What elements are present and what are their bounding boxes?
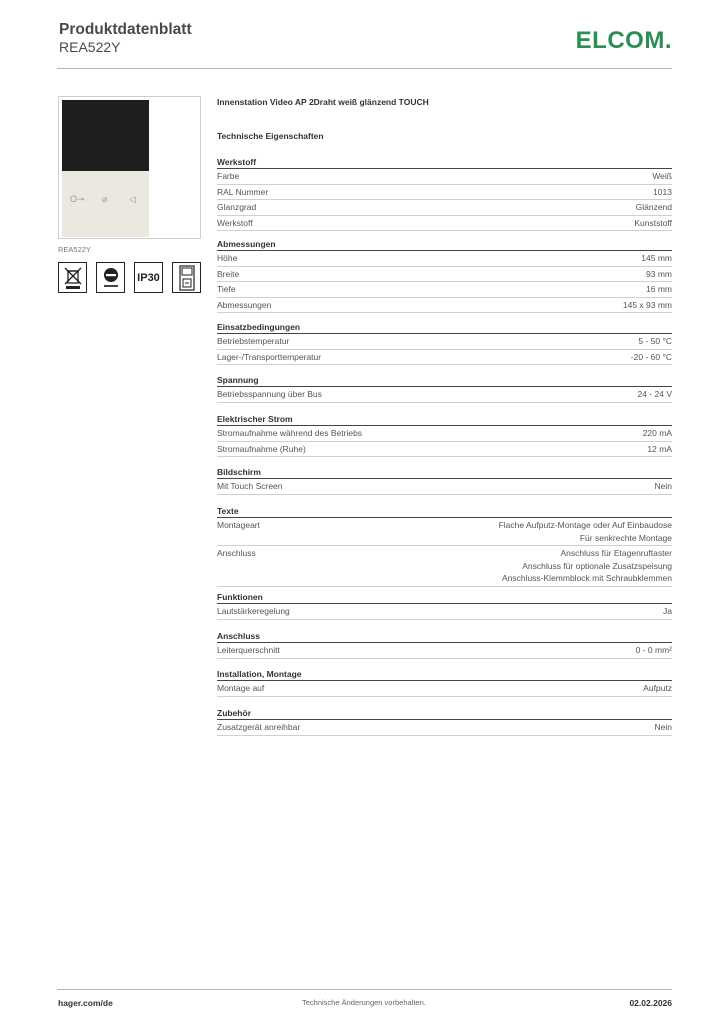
spec-value-line: Anschluss-Klemmblock mit Schraubklemmen xyxy=(501,573,672,583)
spec-row xyxy=(217,426,672,442)
spec-value: Nein xyxy=(654,481,672,491)
spec-row xyxy=(217,251,672,267)
spec-value xyxy=(502,547,672,585)
spec-label: Stromaufnahme (Ruhe) xyxy=(217,443,306,454)
spec-row xyxy=(217,350,672,366)
spec-row xyxy=(217,546,672,587)
spec-label: Leiterquerschnitt xyxy=(217,645,280,655)
product-code: REA522Y xyxy=(59,39,121,55)
spec-value: 145 x 93 mm xyxy=(622,299,672,310)
footer-website-link[interactable]: hager.com/de xyxy=(58,998,113,1008)
product-name: Innenstation Video AP 2Draht weiß glänzend TOUCH xyxy=(217,97,429,107)
intercom-device xyxy=(62,100,149,237)
section-einsatzbedingungen xyxy=(217,320,672,365)
section-title: Funktionen xyxy=(217,590,672,604)
spec-row xyxy=(217,282,672,298)
section-title: Texte xyxy=(217,504,672,518)
spec-label: Glanzgrad xyxy=(217,202,257,212)
section-title: Werkstoff xyxy=(217,155,672,169)
spec-label: Stromaufnahme während des Betriebs xyxy=(217,428,363,438)
section-abmessungen xyxy=(217,237,672,313)
spec-row xyxy=(217,387,672,403)
spec-label: Breite xyxy=(217,268,240,279)
spec-value: 1013 xyxy=(653,186,672,197)
spec-label: RAL Nummer xyxy=(217,186,269,197)
spec-label: Abmessungen xyxy=(217,299,272,310)
spec-value: -20 - 60 °C xyxy=(630,351,672,362)
section-texte xyxy=(217,504,672,587)
section-werkstoff xyxy=(217,155,672,231)
spec-value: Aufputz xyxy=(643,683,672,693)
section-title: Elektrischer Strom xyxy=(217,412,672,426)
section-title: Abmessungen xyxy=(217,237,672,251)
key-icon: O⊸ xyxy=(70,194,85,204)
properties-title: Technische Eigenschaften xyxy=(217,131,324,141)
mute-icon: ⌀ xyxy=(102,194,108,204)
spec-label: Betriebstemperatur xyxy=(217,336,290,346)
spec-row xyxy=(217,200,672,216)
section-elektrischer-strom xyxy=(217,412,672,457)
section-title: Anschluss xyxy=(217,629,672,643)
footer-divider xyxy=(57,989,672,990)
drehfix-icon xyxy=(96,262,125,293)
spec-row xyxy=(217,267,672,283)
surface-mount-icon xyxy=(172,262,201,293)
brand-logo: ELCOM. xyxy=(575,27,672,54)
spec-value-line: Flache Aufputz-Montage oder Auf Einbaudose xyxy=(498,520,672,530)
spec-row xyxy=(217,442,672,458)
spec-value: 0 - 0 mm² xyxy=(635,645,672,655)
spec-value: 220 mA xyxy=(642,428,672,438)
spec-label: Zusatzgerät anreihbar xyxy=(217,722,301,732)
spec-value: 12 mA xyxy=(647,443,672,454)
spec-row xyxy=(217,185,672,201)
spec-value: Glänzend xyxy=(635,202,672,212)
spec-value: Nein xyxy=(654,722,672,732)
spec-value: 24 - 24 V xyxy=(637,389,672,399)
spec-row xyxy=(217,643,672,659)
section-zubehoer xyxy=(217,706,672,736)
spec-value-line: Für senkrechte Montage xyxy=(579,532,672,543)
spec-label: Lautstärkeregelung xyxy=(217,606,290,616)
spec-label: Anschluss xyxy=(217,548,256,558)
spec-row xyxy=(217,604,672,620)
spec-row xyxy=(217,334,672,350)
section-funktionen xyxy=(217,590,672,620)
footer-date: 02.02.2026 xyxy=(629,998,672,1008)
spec-label: Mit Touch Screen xyxy=(217,481,283,491)
section-title: Bildschirm xyxy=(217,465,672,479)
spec-value: Ja xyxy=(663,606,672,616)
spec-row xyxy=(217,298,672,314)
weee-bin-icon xyxy=(58,262,87,293)
spec-value-line: Anschluss für optionale Zusatzspeisung xyxy=(522,560,672,571)
image-caption: REA522Y xyxy=(58,245,91,254)
spec-row xyxy=(217,479,672,495)
spec-label: Werkstoff xyxy=(217,217,253,228)
spec-row xyxy=(217,518,672,546)
spec-value xyxy=(499,519,672,544)
spec-value: Kunststoff xyxy=(634,217,672,228)
section-installation-montage xyxy=(217,667,672,697)
spec-label: Lager-/Transporttemperatur xyxy=(217,351,322,362)
spec-label: Farbe xyxy=(217,171,240,181)
spec-value: 93 mm xyxy=(646,268,672,279)
spec-value: 16 mm xyxy=(646,284,672,294)
section-bildschirm xyxy=(217,465,672,495)
section-spannung xyxy=(217,373,672,403)
spec-label: Montage auf xyxy=(217,683,265,693)
spec-label: Tiefe xyxy=(217,284,236,294)
ip30-badge: IP30 xyxy=(134,262,163,293)
spec-row xyxy=(217,169,672,185)
section-title: Installation, Montage xyxy=(217,667,672,681)
spec-row xyxy=(217,216,672,232)
spec-label: Höhe xyxy=(217,253,238,263)
product-image xyxy=(58,96,201,239)
spec-value-line: Anschluss für Etagenruftaster xyxy=(560,548,672,558)
document-title: Produktdatenblatt xyxy=(59,21,192,38)
footer-disclaimer: Technische Änderungen vorbehalten. xyxy=(302,998,426,1007)
spec-value: 145 mm xyxy=(641,253,672,263)
spec-value: 5 - 50 °C xyxy=(638,336,672,346)
section-title: Einsatzbedingungen xyxy=(217,320,672,334)
device-screen xyxy=(62,100,149,171)
section-title: Zubehör xyxy=(217,706,672,720)
spec-row xyxy=(217,681,672,697)
section-title: Spannung xyxy=(217,373,672,387)
spec-value: Weiß xyxy=(652,171,672,181)
header-divider xyxy=(57,68,672,69)
spec-label: Montageart xyxy=(217,520,260,530)
spec-label: Betriebsspannung über Bus xyxy=(217,389,322,399)
speaker-icon: ◁ xyxy=(129,194,136,204)
section-anschluss xyxy=(217,629,672,659)
spec-row xyxy=(217,720,672,736)
